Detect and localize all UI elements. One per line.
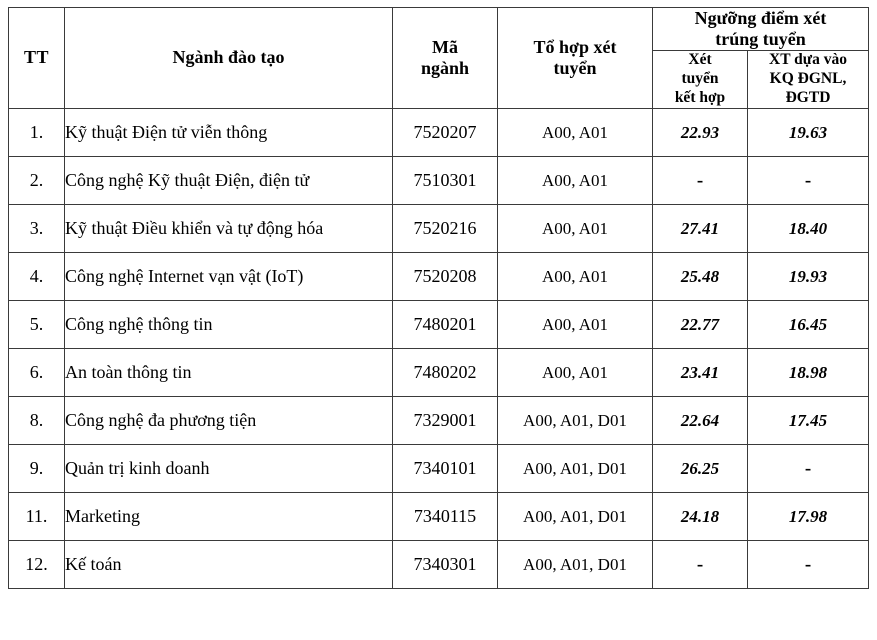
- cell-subject-combination: A00, A01: [498, 157, 653, 205]
- cell-tt: 1.: [9, 109, 65, 157]
- cell-tt: 8.: [9, 397, 65, 445]
- cell-major-code: 7520216: [393, 205, 498, 253]
- column-header-score-threshold-group: [653, 8, 869, 51]
- table-row: [9, 205, 869, 253]
- cell-major-code: 7520207: [393, 109, 498, 157]
- column-header-program: Ngành đào tạo: [65, 8, 393, 109]
- cell-program: Công nghệ Kỹ thuật Điện, điện tử: [65, 157, 393, 205]
- cell-program: Công nghệ thông tin: [65, 301, 393, 349]
- table-row: [9, 349, 869, 397]
- cell-program: Công nghệ đa phương tiện: [65, 397, 393, 445]
- cell-major-code: 7520208: [393, 253, 498, 301]
- cell-score-dgnl: 17.98: [748, 493, 869, 541]
- cell-score-dgnl: 19.63: [748, 109, 869, 157]
- cell-program: An toàn thông tin: [65, 349, 393, 397]
- cell-tt: 3.: [9, 205, 65, 253]
- column-header-major-code-line1: Mã: [432, 36, 458, 57]
- cell-major-code: 7340115: [393, 493, 498, 541]
- cell-score-combined: -: [653, 541, 748, 589]
- column-header-subject-combination: [498, 8, 653, 109]
- column-header-score-dgnl: [748, 51, 869, 109]
- cell-subject-combination: A00, A01: [498, 253, 653, 301]
- cell-score-dgnl: 18.40: [748, 205, 869, 253]
- table-row: [9, 109, 869, 157]
- cell-subject-combination: A00, A01, D01: [498, 445, 653, 493]
- score-threshold-group-line1: Ngưỡng điểm xét: [694, 8, 827, 28]
- cell-score-combined: 22.64: [653, 397, 748, 445]
- cell-major-code: 7340101: [393, 445, 498, 493]
- column-header-subject-combination-line2: tuyển: [553, 58, 597, 79]
- cell-subject-combination: A00, A01: [498, 205, 653, 253]
- cell-subject-combination: A00, A01: [498, 109, 653, 157]
- cell-subject-combination: A00, A01, D01: [498, 397, 653, 445]
- cell-program: Kế toán: [65, 541, 393, 589]
- table-row: [9, 301, 869, 349]
- cell-tt: 12.: [9, 541, 65, 589]
- cell-major-code: 7329001: [393, 397, 498, 445]
- header-row-top: [9, 8, 869, 51]
- cell-score-dgnl: 16.45: [748, 301, 869, 349]
- cell-tt: 11.: [9, 493, 65, 541]
- column-header-score-combined: [653, 51, 748, 109]
- cell-tt: 5.: [9, 301, 65, 349]
- cell-score-combined: 22.77: [653, 301, 748, 349]
- cell-score-dgnl: -: [748, 445, 869, 493]
- cell-major-code: 7480202: [393, 349, 498, 397]
- admission-score-table: [8, 7, 869, 589]
- table-row: [9, 493, 869, 541]
- cell-score-dgnl: 18.98: [748, 349, 869, 397]
- cell-subject-combination: A00, A01, D01: [498, 493, 653, 541]
- cell-score-dgnl: -: [748, 157, 869, 205]
- column-header-major-code-line2: ngành: [420, 58, 470, 79]
- cell-score-combined: 27.41: [653, 205, 748, 253]
- score-combined-line3: kết hợp: [674, 89, 726, 107]
- cell-score-combined: 22.93: [653, 109, 748, 157]
- column-header-subject-combination-line1: Tổ hợp xét: [533, 36, 617, 57]
- cell-major-code: 7510301: [393, 157, 498, 205]
- cell-subject-combination: A00, A01, D01: [498, 541, 653, 589]
- cell-subject-combination: A00, A01: [498, 349, 653, 397]
- table-row: [9, 445, 869, 493]
- table-body: [9, 109, 869, 589]
- table-row: [9, 157, 869, 205]
- cell-score-dgnl: -: [748, 541, 869, 589]
- score-dgnl-line1: XT dựa vào: [769, 51, 847, 69]
- table-row: [9, 541, 869, 589]
- cell-major-code: 7480201: [393, 301, 498, 349]
- cell-score-dgnl: 17.45: [748, 397, 869, 445]
- score-combined-line2: tuyển: [681, 70, 719, 88]
- cell-score-combined: 26.25: [653, 445, 748, 493]
- cell-program: Marketing: [65, 493, 393, 541]
- cell-tt: 4.: [9, 253, 65, 301]
- column-header-major-code: [393, 8, 498, 109]
- cell-program: Công nghệ Internet vạn vật (IoT): [65, 253, 393, 301]
- column-header-tt: TT: [9, 8, 65, 109]
- cell-score-combined: 25.48: [653, 253, 748, 301]
- cell-score-dgnl: 19.93: [748, 253, 869, 301]
- score-combined-line1: Xét: [688, 51, 712, 69]
- cell-tt: 2.: [9, 157, 65, 205]
- cell-program: Kỹ thuật Điều khiển và tự động hóa: [65, 205, 393, 253]
- score-dgnl-line3: ĐGTD: [785, 89, 831, 107]
- cell-tt: 9.: [9, 445, 65, 493]
- cell-tt: 6.: [9, 349, 65, 397]
- table-row: [9, 253, 869, 301]
- cell-score-combined: -: [653, 157, 748, 205]
- cell-program: Quản trị kinh doanh: [65, 445, 393, 493]
- score-dgnl-line2: KQ ĐGNL,: [769, 70, 847, 88]
- table-header: [9, 8, 869, 109]
- cell-major-code: 7340301: [393, 541, 498, 589]
- cell-program: Kỹ thuật Điện tử viễn thông: [65, 109, 393, 157]
- cell-subject-combination: A00, A01: [498, 301, 653, 349]
- cell-score-combined: 23.41: [653, 349, 748, 397]
- score-threshold-group-line2: trúng tuyển: [715, 29, 806, 50]
- cell-score-combined: 24.18: [653, 493, 748, 541]
- table-row: [9, 397, 869, 445]
